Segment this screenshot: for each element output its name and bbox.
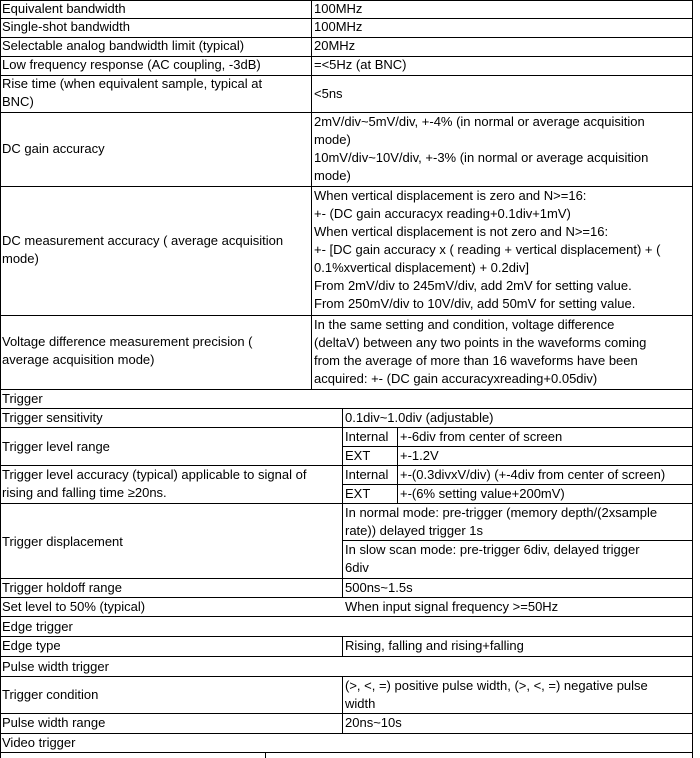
spec-value: acquired: +- (DC gain accuracyxreading+0.05div)	[314, 371, 598, 386]
spec-value: 10mV/div~10V/div, +-3% (in normal or average acquisition	[314, 150, 649, 165]
col-border	[265, 752, 266, 758]
row-border	[0, 733, 693, 734]
spec-label: Trigger condition	[2, 687, 99, 702]
spec-label: Trigger displacement	[2, 534, 123, 549]
spec-value: <5ns	[314, 86, 343, 101]
spec-value: When vertical displacement is not zero and N>=16:	[314, 224, 609, 239]
spec-label: DC measurement accuracy ( average acquisition	[2, 233, 284, 248]
spec-label: Pulse width range	[2, 715, 106, 730]
spec-value: 6div	[345, 560, 369, 575]
spec-value: rate)) delayed trigger 1s	[345, 523, 484, 538]
spec-value: (>, <, =) positive pulse width, (>, <, =) negative pulse	[345, 678, 648, 693]
spec-label: mode)	[2, 251, 39, 266]
row-border	[0, 752, 693, 753]
spec-value: 500ns~1.5s	[345, 580, 413, 595]
spec-value: (deltaV) between any two points in the waveforms coming	[314, 335, 647, 350]
spec-label: Voltage difference measurement precision (	[2, 334, 253, 349]
spec-value: In the same setting and condition, voltage difference	[314, 317, 615, 332]
section-heading-video-trigger: Video trigger	[2, 735, 76, 750]
spec-value: When input signal frequency >=50Hz	[345, 599, 559, 614]
row-border	[342, 446, 693, 447]
row-border	[0, 389, 693, 390]
spec-label: Equivalent bandwidth	[2, 1, 126, 16]
spec-label: Trigger level range	[2, 439, 110, 454]
spec-value: Rising, falling and rising+falling	[345, 638, 524, 653]
row-border	[0, 656, 693, 657]
spec-value: mode)	[314, 132, 351, 147]
spec-label: Trigger holdoff range	[2, 580, 122, 595]
spec-value: 100MHz	[314, 19, 363, 34]
spec-value: from the average of more than 16 waveforms have been	[314, 353, 638, 368]
spec-key: Internal	[345, 467, 389, 482]
spec-value: width	[345, 696, 376, 711]
spec-label: DC gain accuracy	[2, 141, 105, 156]
spec-label: Low frequency response (AC coupling, -3dB)	[2, 57, 261, 72]
spec-value: In slow scan mode: pre-trigger 6div, delayed trigger	[345, 542, 640, 557]
row-border	[0, 616, 693, 617]
spec-value: 20ns~10s	[345, 715, 402, 730]
spec-key: EXT	[345, 448, 371, 463]
spec-value: =<5Hz (at BNC)	[314, 57, 407, 72]
spec-label: Rise time (when equivalent sample, typical at	[2, 76, 263, 91]
spec-label: Selectable analog bandwidth limit (typical)	[2, 38, 245, 53]
spec-value: +-6div from center of screen	[400, 429, 563, 444]
spec-label: Set level to 50% (typical)	[2, 599, 146, 614]
section-heading-pulse-width-trigger: Pulse width trigger	[2, 659, 109, 674]
section-heading-trigger: Trigger	[2, 391, 43, 406]
spec-value: 20MHz	[314, 38, 356, 53]
spec-value: 0.1div~1.0div (adjustable)	[345, 410, 494, 425]
spec-label: Trigger sensitivity	[2, 410, 103, 425]
spec-label: average acquisition mode)	[2, 352, 155, 367]
spec-label: Trigger level accuracy (typical) applicable to signal of	[2, 467, 307, 482]
spec-label: Single-shot bandwidth	[2, 19, 130, 34]
spec-value: 2mV/div~5mV/div, +-4% (in normal or average acquisition	[314, 114, 645, 129]
col-border	[692, 0, 693, 758]
col-border	[0, 0, 1, 758]
col-border	[342, 636, 343, 656]
spec-value: +-(6% setting value+200mV)	[400, 486, 565, 501]
spec-key: Internal	[345, 429, 389, 444]
col-border	[342, 408, 343, 598]
section-heading-edge-trigger: Edge trigger	[2, 619, 73, 634]
spec-value: +- (DC gain accuracyx reading+0.1div+1mV)	[314, 206, 571, 221]
spec-label: rising and falling time ≥20ns.	[2, 485, 167, 500]
col-border	[397, 427, 398, 503]
spec-value: From 250mV/div to 10V/div, add 50mV for setting value.	[314, 296, 636, 311]
spec-value: mode)	[314, 168, 351, 183]
spec-value: In normal mode: pre-trigger (memory depth/(2xsample	[345, 505, 658, 520]
spec-value: +-(0.3divxV/div) (+-4div from center of screen)	[400, 467, 666, 482]
col-border	[342, 676, 343, 733]
spec-value: 100MHz	[314, 1, 363, 16]
spec-key: EXT	[345, 486, 371, 501]
spec-label: BNC)	[2, 94, 34, 109]
col-border	[311, 0, 312, 390]
spec-value: +- [DC gain accuracy x ( reading + vertical displacement) + (	[314, 242, 661, 257]
spec-value: +-1.2V	[400, 448, 439, 463]
spec-value: When vertical displacement is zero and N>=16:	[314, 188, 587, 203]
spec-value: 0.1%xvertical displacement) + 0.2div]	[314, 260, 529, 275]
spec-value: From 2mV/div to 245mV/div, add 2mV for setting value.	[314, 278, 632, 293]
spec-label: Edge type	[2, 638, 61, 653]
